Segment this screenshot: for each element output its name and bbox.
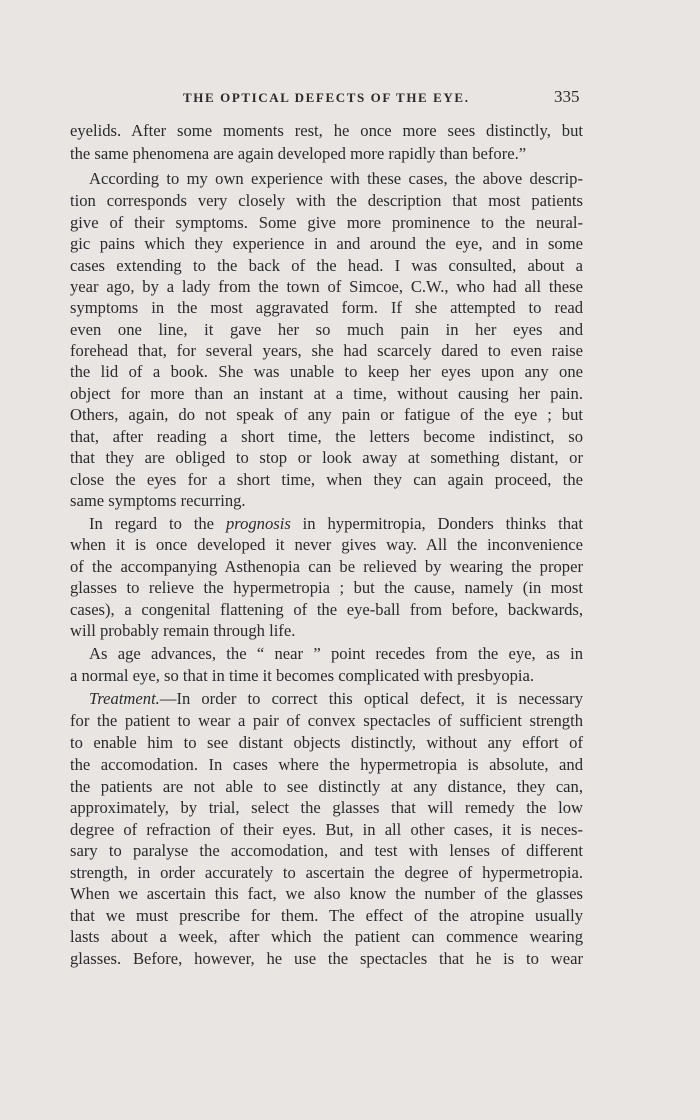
text-line: eyelids. After some moments rest, he once more sees distinctly, but <box>70 121 583 140</box>
text-line: forehead that, for several years, she had scarcely dared to even raise <box>70 341 583 360</box>
text-line: when it is once developed it never gives way. All the inconvenience <box>70 535 583 554</box>
page-number: 335 <box>554 87 580 106</box>
text-line: When we ascertain this fact, we also know the number of the glasses <box>70 884 583 903</box>
text-line: approximately, by trial, select the glasses that will remedy the low <box>70 798 583 817</box>
italic-term: prognosis <box>225 514 291 533</box>
text-line: gic pains which they experience in and around the eye, and in some <box>70 234 583 253</box>
text-line: cases extending to the back of the head. I was consulted, about a <box>70 256 583 275</box>
text-line: give of their symptoms. Some give more prominence to the neural- <box>70 213 583 232</box>
text-run: —In order to correct this optical defect, it is necessary <box>159 689 583 708</box>
text-line: to enable him to see distant objects distinctly, without any effort of <box>70 733 583 752</box>
text-line: even one line, it gave her so much pain in her eyes and <box>70 320 583 339</box>
text-line: glasses to relieve the hypermetropia ; but the cause, namely (in most <box>70 578 583 597</box>
text-line: object for more than an instant at a time, without causing her pain. <box>70 384 583 403</box>
text-line: the accomodation. In cases where the hypermetropia is absolute, and <box>70 755 583 774</box>
text-line: Others, again, do not speak of any pain or fatigue of the eye ; but <box>70 405 583 424</box>
text-line: cases), a congenital flattening of the eye-ball from before, backwards, <box>70 600 583 619</box>
text-line: for the patient to wear a pair of convex spectacles of sufficient strength <box>70 711 583 730</box>
text-line: that they are obliged to stop or look away at something distant, or <box>70 448 583 467</box>
text-line: the lid of a book. She was unable to keep her eyes upon any one <box>70 362 583 381</box>
text-line: According to my own experience with these cases, the above descrip- <box>89 169 583 188</box>
text-run: in hypermitropia, Donders thinks that <box>290 514 583 533</box>
text-line: the patients are not able to see distinctly at any distance, they can, <box>70 777 583 796</box>
text-line <box>89 513 583 535</box>
text-line: tion corresponds very closely with the description that most patients <box>70 191 583 210</box>
text-line: year ago, by a lady from the town of Simcoe, C.W., who had all these <box>70 277 583 296</box>
text-line: glasses. Before, however, he use the spectacles that he is to wear <box>70 949 583 968</box>
text-line: lasts about a week, after which the patient can commence wearing <box>70 927 583 946</box>
text-line: degree of refraction of their eyes. But, in all other cases, it is neces- <box>70 820 583 839</box>
text-line: that, after reading a short time, the letters become indistinct, so <box>70 427 583 446</box>
text-line: strength, in order accurately to ascertain the degree of hypermetropia. <box>70 863 583 882</box>
text-line <box>89 688 583 710</box>
text-line: close the eyes for a short time, when they can again proceed, the <box>70 470 583 489</box>
text-line: of the accompanying Asthenopia can be relieved by wearing the proper <box>70 557 583 576</box>
text-line: sary to paralyse the accomodation, and test with lenses of different <box>70 841 583 860</box>
text-line: same symptoms recurring. <box>70 491 246 510</box>
text-line: a normal eye, so that in time it becomes complicated with presbyopia. <box>70 666 535 685</box>
text-line: the same phenomena are again developed more rapidly than before.” <box>70 144 527 163</box>
text-line: that we must prescribe for them. The effect of the atropine usually <box>70 906 583 925</box>
text-line: symptoms in the most aggravated form. If she attempted to read <box>70 298 583 317</box>
text-run: In regard to the <box>89 514 226 533</box>
running-title: THE OPTICAL DEFECTS OF THE EYE. <box>183 90 470 105</box>
text-line: As age advances, the “ near ” point recedes from the eye, as in <box>89 644 583 663</box>
section-heading: Treatment. <box>89 689 160 708</box>
text-line: will probably remain through life. <box>70 621 296 640</box>
